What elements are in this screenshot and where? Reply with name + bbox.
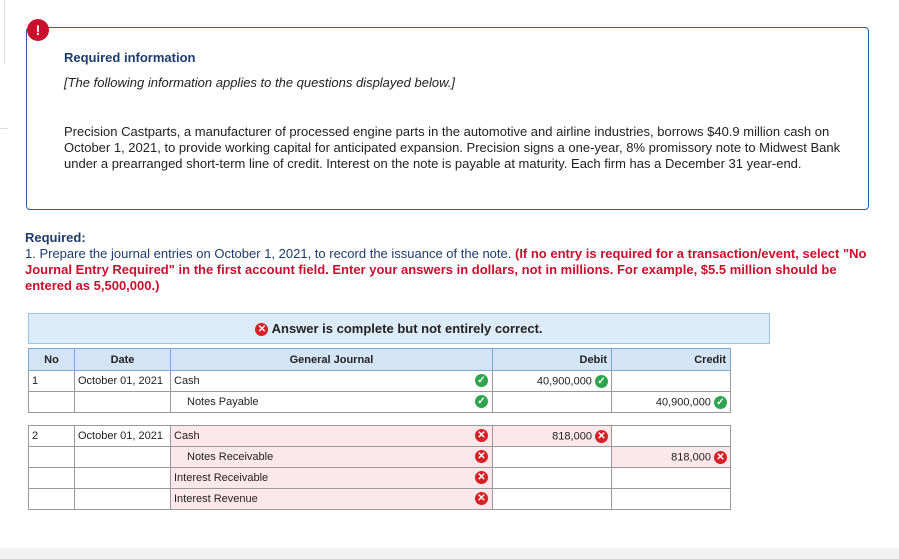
debit-field[interactable] [493,447,612,468]
info-body: Precision Castparts, a manufacturer of processed engine parts in the automotive and airline industries, borrows $40.9 million cash on October 1, 2021, to provide working capital for anticipated expansion. Precision signs a one-year, 8% promissory note to Midwest Bank under a prearranged short-term line of credit. Interest on the note is payable at maturity. Each firm has a December 31 year-end. [64,124,841,171]
account-name: Cash [174,430,200,442]
left-edge-divider [0,128,8,129]
table-row [29,371,731,392]
correct-check-icon: ✓ [475,374,488,387]
debit-value: 818,000 [552,429,592,442]
table-row [29,426,731,447]
required-information-box [26,27,869,210]
info-subtitle: [The following information applies to the questions displayed below.] [64,75,455,90]
account-field[interactable] [171,426,493,447]
account-name: Cash [174,375,200,387]
account-name: Interest Revenue [174,493,258,505]
left-edge-marker [0,0,5,64]
row-date[interactable] [75,447,171,468]
credit-field[interactable] [612,392,731,413]
correct-check-icon: ✓ [714,396,727,409]
row-number [29,489,75,510]
row-date[interactable] [75,468,171,489]
debit-field[interactable] [493,426,612,447]
header-general-journal: General Journal [171,349,493,371]
table-header-row [29,349,731,371]
debit-field[interactable] [493,489,612,510]
required-instruction: (If no entry is required for a transaction/event, select "No Journal Entry Required" in the first account field. Enter your answers in dollars, not in millions. For example, $5.5 million should be entered as 5,500,000.) [25,246,867,293]
credit-field[interactable] [612,426,731,447]
header-date: Date [75,349,171,371]
table-row [29,468,731,489]
incorrect-icon: ✕ [475,471,488,484]
row-number [29,468,75,489]
answer-status-banner [28,313,770,344]
row-date[interactable] [75,489,171,510]
credit-value: 818,000 [671,450,711,463]
table-row [29,489,731,510]
row-number [29,392,75,413]
incorrect-icon: ✕ [475,492,488,505]
account-field[interactable] [171,468,493,489]
journal-entry-table [28,348,731,510]
incorrect-icon: ✕ [255,323,268,336]
row-number: 1 [29,371,75,392]
info-title: Required information [64,50,196,65]
row-date[interactable] [75,392,171,413]
credit-value: 40,900,000 [655,395,711,408]
header-credit: Credit [612,349,731,371]
table-row [29,447,731,468]
credit-field[interactable] [612,371,731,392]
credit-field[interactable] [612,447,731,468]
account-field[interactable] [171,447,493,468]
row-date[interactable]: October 01, 2021 [75,371,171,392]
debit-value: 40,900,000 [536,374,592,387]
row-number [29,447,75,468]
debit-field[interactable] [493,468,612,489]
exclamation-icon: ! [27,19,49,41]
required-text [25,246,875,294]
correct-check-icon: ✓ [595,375,608,388]
credit-field[interactable] [612,468,731,489]
incorrect-icon: ✕ [475,450,488,463]
incorrect-icon: ✕ [595,430,608,443]
account-field[interactable] [171,371,493,392]
account-field[interactable] [171,489,493,510]
answer-status-text: Answer is complete but not entirely correct. [271,321,543,336]
required-heading: Required: [25,230,86,245]
table-row [29,392,731,413]
account-field[interactable] [171,392,493,413]
debit-field[interactable] [493,371,612,392]
account-name: Interest Receivable [174,472,269,484]
incorrect-icon: ✕ [475,429,488,442]
required-question: 1. Prepare the journal entries on October 1, 2021, to record the issuance of the note. [25,246,512,261]
row-date[interactable]: October 01, 2021 [75,426,171,447]
header-no: No [29,349,75,371]
account-name: Notes Receivable [187,451,274,463]
credit-field[interactable] [612,489,731,510]
row-gap [29,413,731,426]
bottom-toolbar-edge [0,548,899,559]
account-name: Notes Payable [187,396,259,408]
correct-check-icon: ✓ [475,395,488,408]
header-debit: Debit [493,349,612,371]
debit-field[interactable] [493,392,612,413]
row-number: 2 [29,426,75,447]
incorrect-icon: ✕ [714,451,727,464]
